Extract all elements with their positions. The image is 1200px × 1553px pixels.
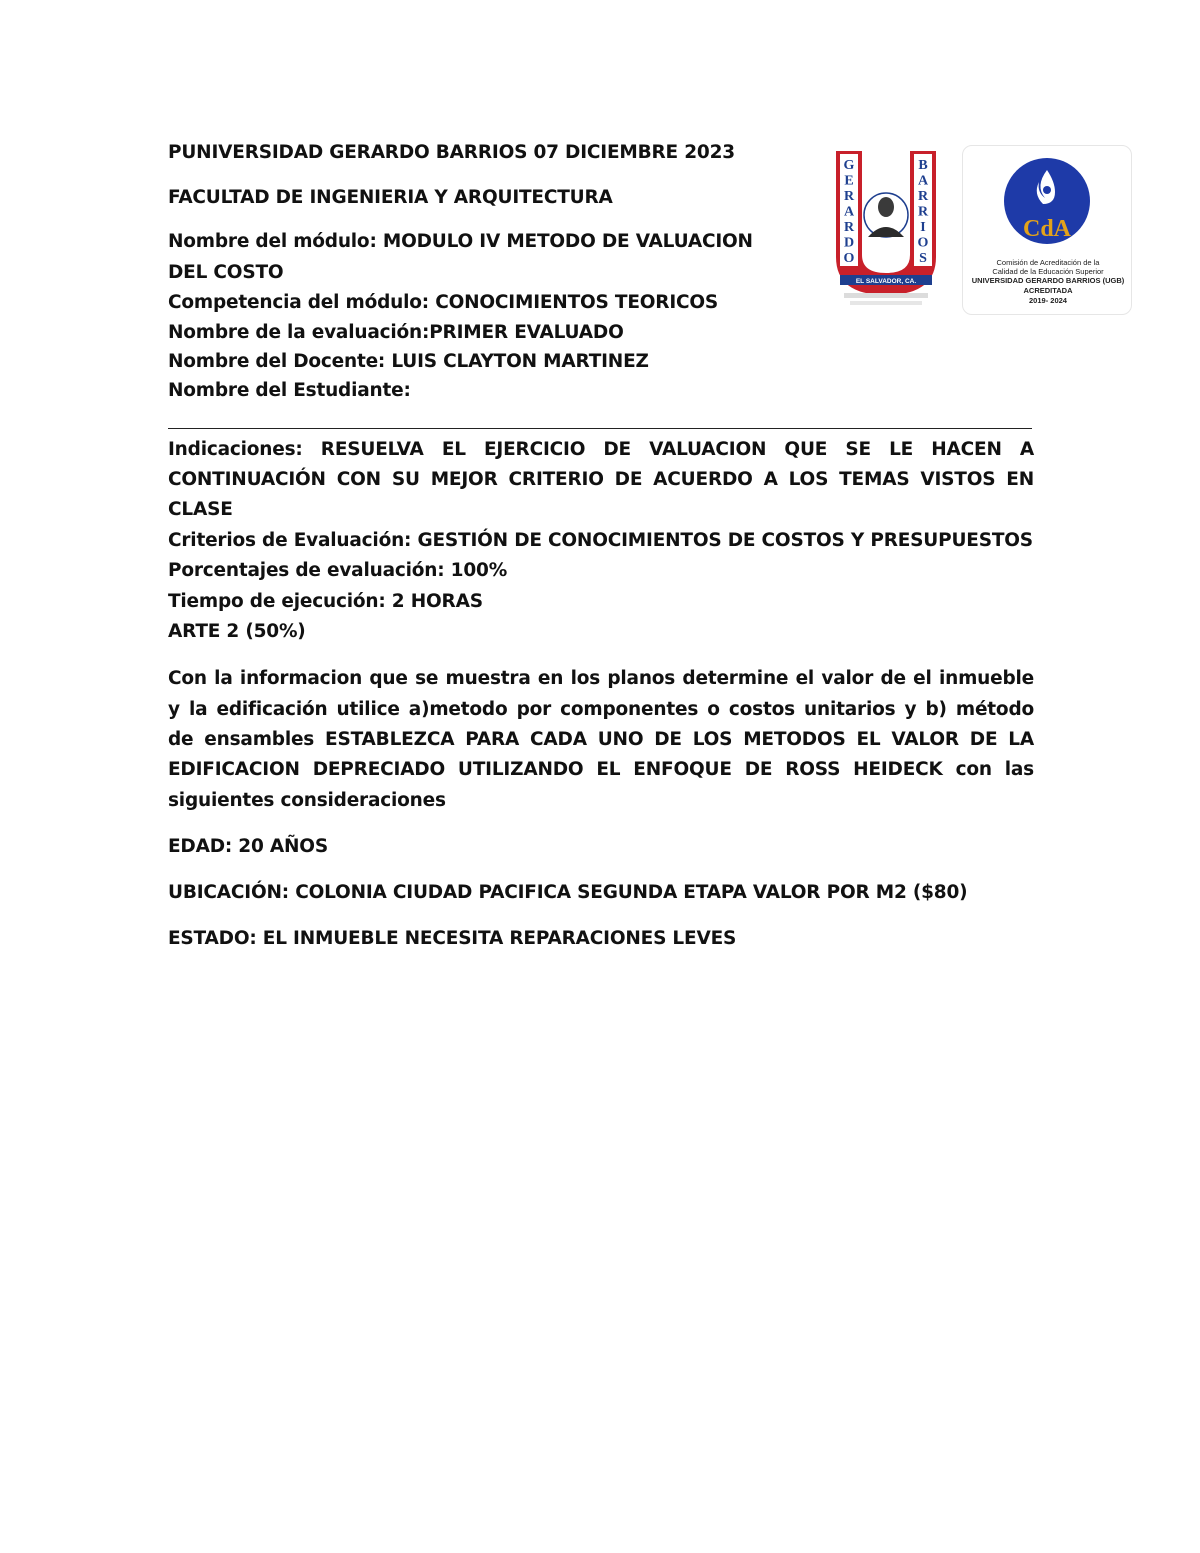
statement-line-4: EDIFICACION DEPRECIADO UTILIZANDO EL ENFOQUE DE ROSS HEIDECK con las [168, 759, 1034, 780]
ugb-logo-letter: A [843, 204, 855, 220]
ugb-logo-letter: I [920, 220, 926, 235]
statement-line-2: y la edificación utilice a)metodo por componentes o costos unitarios y b) método [168, 699, 1034, 720]
university-date-line: PUNIVERSIDAD GERARDO BARRIOS 07 DICIEMBRE 2023 [168, 142, 735, 163]
faculty-line: FACULTAD DE INGENIERIA Y ARQUITECTURA [168, 187, 613, 208]
age-line: EDAD: 20 AÑOS [168, 836, 328, 857]
ugb-logo-letter: O [843, 251, 855, 266]
cda-logo-mark: CdA [1022, 216, 1072, 242]
teacher-name-line: Nombre del Docente: LUIS CLAYTON MARTINEZ [168, 351, 649, 372]
condition-line: ESTADO: EL INMUEBLE NECESITA REPARACIONES LEVES [168, 928, 737, 949]
cda-accreditation-logo [962, 145, 1132, 315]
ugb-logo-letter: O [917, 235, 929, 251]
student-name-line: Nombre del Estudiante: [168, 380, 411, 401]
part-line: ARTE 2 (50%) [168, 621, 306, 642]
ugb-logo-letter: E [844, 173, 854, 189]
statement-line-3: de ensambles ESTABLEZCA PARA CADA UNO DE LOS METODOS EL VALOR DE LA [168, 729, 1034, 750]
ugb-logo-letter: R [843, 220, 855, 235]
ugb-logo-letter: B [918, 158, 928, 173]
module-name-continuation: DEL COSTO [168, 262, 284, 283]
ugb-logo-letter: G [843, 158, 855, 173]
cda-emblem [963, 146, 1131, 256]
cda-line-5: 2019- 2024 [1029, 296, 1067, 305]
ugb-logo-letter: A [917, 173, 929, 189]
ugb-logo-letter: R [917, 189, 929, 204]
cda-line-1: Comisión de Acreditación de la [996, 258, 1100, 267]
cda-line-2: Calidad de la Educación Superior [992, 267, 1104, 276]
instructions-line-1: Indicaciones: RESUELVA EL EJERCICIO DE VALUACION QUE SE LE HACEN A [168, 439, 1034, 460]
ugb-university-logo [830, 145, 942, 310]
cda-line-3: UNIVERSIDAD GERARDO BARRIOS (UGB) [971, 276, 1125, 285]
instructions-line-3: CLASE [168, 499, 233, 520]
statement-line-5: siguientes consideraciones [168, 790, 446, 811]
ugb-logo-letter: R [843, 189, 855, 204]
competence-line: Competencia del módulo: CONOCIMIENTOS TEORICOS [168, 292, 719, 313]
cda-line-4: ACREDITADA [1023, 286, 1073, 295]
location-line: UBICACIÓN: COLONIA CIUDAD PACIFICA SEGUNDA ETAPA VALOR POR M2 ($80) [168, 882, 968, 903]
instructions-line-2: CONTINUACIÓN CON SU MEJOR CRITERIO DE ACUERDO A LOS TEMAS VISTOS EN [168, 469, 1034, 490]
statement-line-1: Con la informacion que se muestra en los planos determine el valor de el inmueble [168, 668, 1034, 689]
ugb-logo-caption: EL SALVADOR, CA. [855, 278, 917, 285]
separator-line [168, 428, 1032, 429]
module-name-line: Nombre del módulo: MODULO IV METODO DE VALUACION [168, 231, 753, 252]
ugb-logo-graphic [830, 145, 942, 310]
ugb-logo-letter: D [843, 235, 855, 251]
ugb-logo-letter: R [917, 204, 929, 220]
criteria-line: Criterios de Evaluación: GESTIÓN DE CONOCIMIENTOS DE COSTOS Y PRESUPUESTOS [168, 530, 1033, 551]
percentage-line: Porcentajes de evaluación: 100% [168, 560, 508, 581]
duration-line: Tiempo de ejecución: 2 HORAS [168, 591, 483, 612]
ugb-logo-letter: S [919, 251, 927, 266]
evaluation-name-line: Nombre de la evaluación:PRIMER EVALUADO [168, 322, 624, 343]
